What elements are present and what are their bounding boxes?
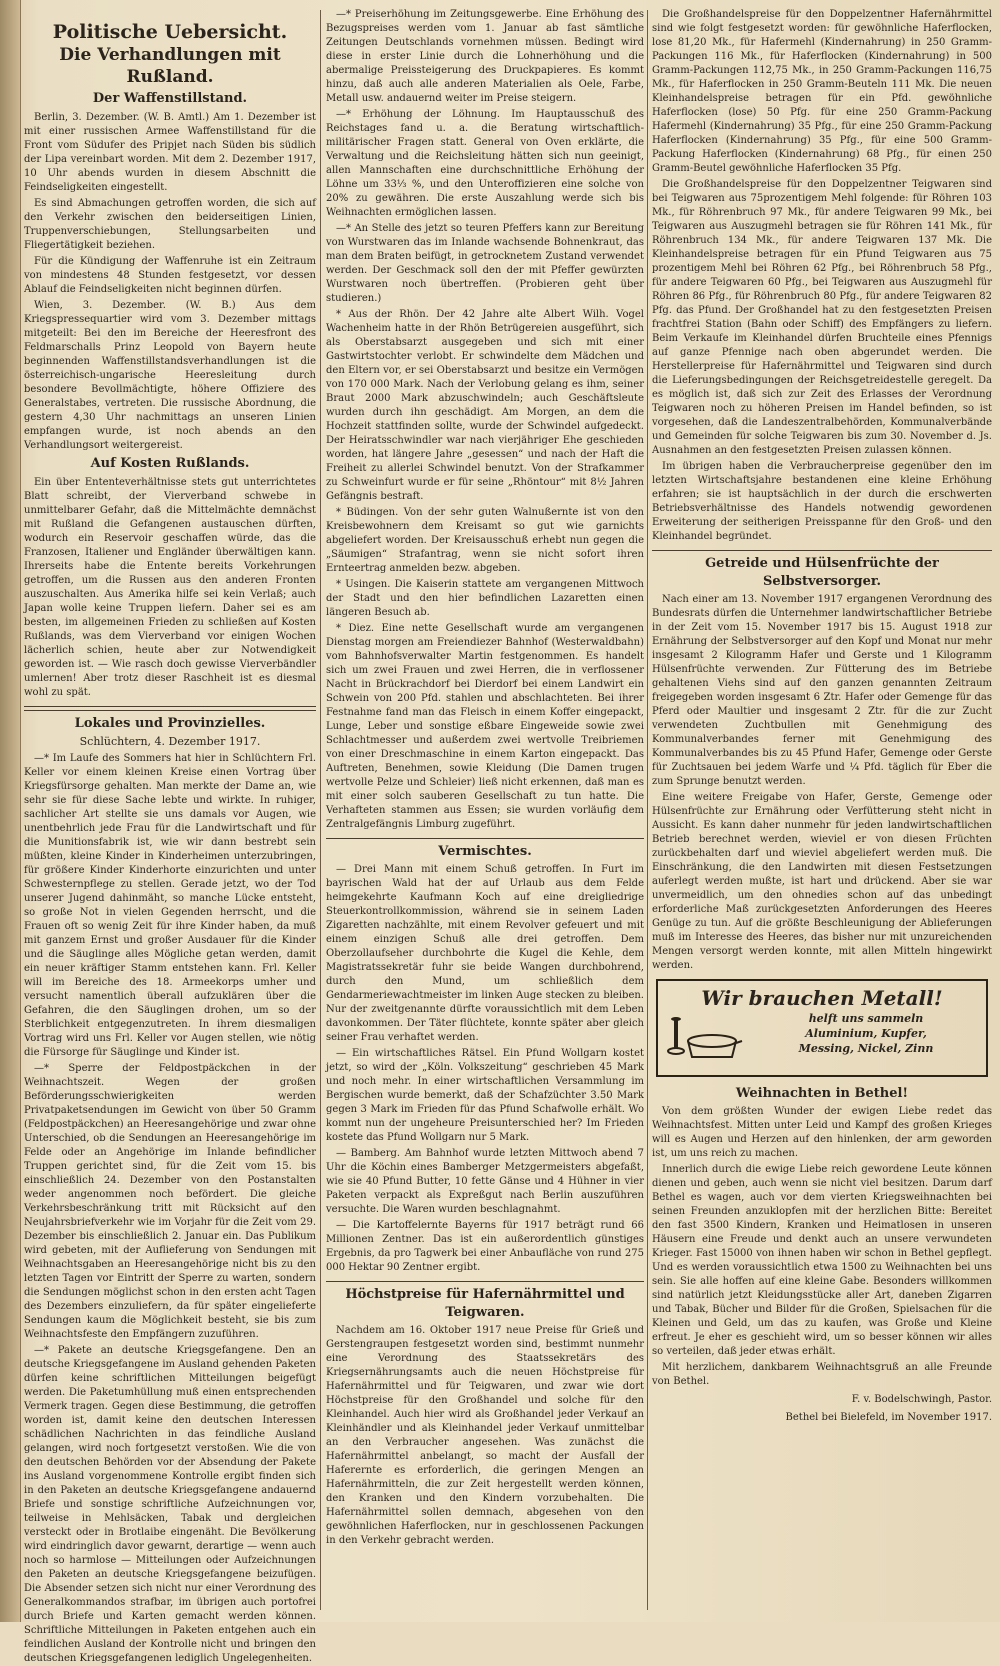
section-divider bbox=[24, 706, 316, 711]
headline-max-prices: Höchstpreise für Hafernährmittel und Teigwaren. bbox=[345, 1287, 625, 1320]
article-paragraph: Ein über Ententeverhältnisse stets gut unterrichtetes Blatt schreibt, der Vierverband schwebe in unmittelbarer Gefahr, daß die Mittelmächte demnächst mit Rußland die Gefangenen austauschen dürften, wodurch ein Reservoir geschaffen würde, das die Franzosen, Italiener und Engländer überwältigen kann. Ihrerseits habe die Entente bereits Vorkehrungen getroffen, um die Russen aus den anderen Fronten auszuschalten. Aus Amerika hilfe sei kein Verlaß; auch Japan wolle keine Truppen liefern. Daher sei es am besten, im allgemeinen Frieden zu schließen auf Kosten Rußlands, was dem Vierverband vor einigen Wochen lächerlich schien, heute aber zur Notwendigkeit geworden ist. — Wie rasch doch gewisse Vierverbändler umlernen! Aber trotz dieser Raschheit ist es diesmal wohl zu spät. bbox=[24, 477, 316, 698]
column-left bbox=[24, 8, 316, 1664]
article-paragraph: — Ein wirtschaftliches Rätsel. Ein Pfund Wollgarn kostet jetzt, so wird der „Köln. Volkszeitung“ geschrieben 45 Mark und noch mehr. In einer wirtschaftlichen Versammlung im Bergischen wurde bemerkt, daß der Schafzüchter 3.50 Mark gegen 3 Mark im Frieden für das Pfund Schafwolle erhält. Wo kommt nun der ungeheure Preisunterschied her? Im Frieden kostete das Pfund Wollgarn nur 5 Mark. bbox=[326, 1048, 644, 1143]
article-paragraph: * Büdingen. Von der sehr guten Walnußernte ist von den Kreisbewohnern dem Kreisamt so gut wie garnichts abgeliefert worden. Der Kreisausschuß erhebt nun gegen die „Säumigen“ Strafantrag, wenn sie nicht sofort ihren Ernteertrag anmelden bezw. abgeben. bbox=[326, 507, 644, 574]
article-paragraph: Eine weitere Freigabe von Hafer, Gerste, Gemenge oder Hülsenfrüchte zur Ernährung oder Verfütterung steht nicht in Aussicht. Es kann daher nunmehr für jeden landwirtschaftlichen Betrieb berechnet werden, wieviel er von diesen Früchten zurückbehalten darf und wieviel abgeliefert werden muß. Die Einschränkung, die den Landwirten mit diesen Festsetzungen auferlegt werden mußte, ist hart und drückend. Aber sie war unvermeidlich, um den ohnedies schon auf das unbedingt erforderliche Maß zurückgesetzten Anforderungen des Heeres Genüge zu tun. Auf die größte Beschleunigung der Ablieferungen muß im Interesse des Heeres, das bisher nur mit unzureichenden Mengen versorgt werden konnte, mit allen Mitteln hingewirkt werden. bbox=[652, 792, 992, 971]
article-paragraph: * Aus der Rhön. Der 42 Jahre alte Albert Wilh. Vogel Wachenheim hatte in der Rhön Betrügereien ausgeführt, sich als Oberstabsarzt ausgegeben und sich mit einer Gastwirtstochter verlobt. Er schwindelte dem Mädchen und den Eltern vor, er sei Oberstabsarzt und besitze ein Vermögen von 170 000 Mark. Nach der Verlobung gelang es ihm, seiner Braut 2000 Mark abzuschwindeln; auch Geschäftsleute wurden durch ihn geschädigt. Am Morgen, an dem die Hochzeit stattfinden sollte, wurde der Schwindel aufgedeckt. Der Heiratsschwindler war nach vierjähriger Ehe geschieden worden, hat längere Jahre „gesessen“ und nach der Haft die Freiheit zu allerlei Schwindel benutzt. Von der Strafkammer zu Schweinfurt wurde er für seine „Rhöntour“ mit 8½ Jahren Gefängnis bestraft. bbox=[326, 309, 644, 502]
pot-and-candlestick-icon bbox=[666, 1011, 742, 1063]
article-paragraph: —* Im Laufe des Sommers hat hier in Schlüchtern Frl. Keller vor einem kleinen Kreise einen Vortrag über Kriegsfürsorge gehalten. Man merkte der Dame an, wie sehr sie für diese Sache lebte und wirkte. In ruhiger, sachlicher Art stellte sie uns damals vor Augen, wie unentbehrlich jede Frau für die Landwirtschaft und für die Munitionsfabrik ist, wie wir dann bestrebt sein müßten, kleine Kinder in Kinderheimen unterzubringen, für größere Kinder Kinderhorte einzurichten und unter Schwesternpflege zu stellen. Gerade jetzt, wo der Tod unserer Jugend dahinmäht, so manche Lücke entsteht, so große Not in vielen Gegenden herrscht, und die Frauen oft so wenig Zeit für ihre Kinder haben, da muß mit ganzem Ernst und großer Ausdauer für die Kinder und die Säuglinge alles Mögliche getan werden, damit ein neuer kräftiger Stamm entstehen kann. Frl. Keller will im Bereiche des 18. Armeekorps umher und versucht namentlich überall aufzuklären über die Gefahren, die den Säuglingen drohen, um so der Sterblichkeit entgegenzutreten. In ihrem diesmaligen Vortrag wird uns Frl. Keller vor Augen stellen, wie nötig die Fürsorge für Säuglinge und Kinder ist. bbox=[24, 753, 316, 1058]
ad-metals-line: Messing, Nickel, Zinn bbox=[798, 1042, 934, 1055]
article-paragraph: Es sind Abmachungen getroffen worden, die sich auf den Verkehr zwischen den beiderseitigen Linien, Truppenverschiebungen, Stellungsarbeiten und Fliegertätigkeit beziehen. bbox=[24, 198, 316, 251]
article-paragraph: Von dem größten Wunder der ewigen Liebe redet das Weihnachtsfest. Mitten unter Leid und Kampf des großen Krieges will es Augen und Herzen auf den hinlenken, der arm geworden ist, um uns reich zu machen. bbox=[652, 1106, 992, 1159]
ad-metals-line: Aluminium, Kupfer, bbox=[805, 1027, 927, 1040]
section-title-misc: Vermischtes. bbox=[438, 844, 532, 859]
section-divider bbox=[326, 838, 644, 839]
article-paragraph: Mit herzlichem, dankbarem Weihnachtsgruß an alle Freunde von Bethel. bbox=[652, 1362, 992, 1387]
headline-russia: Die Verhandlungen mit Rußland. bbox=[59, 45, 281, 87]
article-paragraph: Nach einer am 13. November 1917 ergangenen Verordnung des Bundesrats dürfen die Unternehmer landwirtschaftlicher Betriebe in der Zeit vom 15. November 1917 bis 15. August 1918 zur Ernährung der Selbstversorger auf den Kopf und Monat nur mehr insgesamt 2 Kilogramm Hafer und Gerste und 1 Kilogramm Hülsenfrüchte verwenden. Zur Fütterung des im Betriebe gehaltenen Viehs sind auf den ganzen genannten Zeitraum freigegeben worden insgesamt 6 Ztr. Hafer oder Gemenge für das Pferd oder Maultier und insgesamt 2 Ztr. für die zur Zucht verwendeten Zuchtbullen mit Genehmigung des Kommunalverbandes ferner mit Genehmigung des Kommunalverbandes bis zu 45 Pfund Hafer, Gemenge oder Gerste für Zuchtsauen bei jedem Warfe und ¼ Pfd. täglich für Eber die zum Sprunge benutzt werden. bbox=[652, 594, 992, 787]
ad-title: Wir brauchen Metall! bbox=[701, 986, 943, 1010]
article-paragraph: — Bamberg. Am Bahnhof wurde letzten Mittwoch abend 7 Uhr die Köchin eines Bamberger Metzgermeisters abgefaßt, wie sie 40 Pfund Butter, 10 fette Gänse und 4 Hühner in vier Paketen verpackt als Expreßgut nach Berlin auszuführen versuchte. Die Waren wurden beschlagnahmt. bbox=[326, 1148, 644, 1215]
article-paragraph: Innerlich durch die ewige Liebe reich gewordene Leute können dienen und geben, auch wenn sie nicht viel besitzen. Darum darf Bethel es wagen, auch vor dem vierten Kriegsweihnachten bei seinen Freunden anzuklopfen mit der herzlichen Bitte: Bereitet den fast 3500 Kindern, Kranken und Heimatlosen in unseren Häusern eine Freude und denkt auch an unsere verwundeten Krieger. Fast 15000 von ihnen haben wir schon in Bethel gepflegt. Und es werden voraussichtlich etwa 1500 zu Weihnachten bei uns sein. Sie alle hoffen auf eine kleine Gabe. Besonders willkommen sind natürlich jetzt Kleidungsstücke aller Art, daneben Zigarren und Tabak, Bücher und Bilder für die Großen, Spielsachen für die Kleinen und Geld, um das zu kaufen, was Große und Kleine erfreut. Je eher es geschieht wird, um so besser können wir alles so verteilen, daß jeder etwas erhält. bbox=[652, 1164, 992, 1357]
article-paragraph: —* Pakete an deutsche Kriegsgefangene. Den an deutsche Kriegsgefangene im Ausland gehenden Paketen dürfen keine schriftlichen Mitteilungen beigefügt werden. Die Paketumhüllung muß einen entsprechenden Vermerk tragen. Gegen diese Bestimmung, die getroffen worden ist, damit keine den deutschen Interessen schädlichen Nachrichten in das feindliche Ausland gelangen, wird noch fortgesetzt verstoßen. Wie die von den deutschen Behörden vor der Absendung der Pakete ins Ausland vorgenommene Kontrolle ergibt finden sich in den Paketen an deutsche Kriegsgefangene andauernd Briefe und sonstige schriftliche Aufzeichnungen vor, teilweise in Mehlsäcken, Tabak und dergleichen versteckt oder in Brotlaibe eingenäht. Die Bevölkerung wird eindringlich davor gewarnt, derartige — wenn auch noch so harmlose — Mitteilungen oder Aufzeichnungen den Paketen an deutsche Kriegsgefangene beizufügen. Die Absender setzen sich nicht nur einer Verordnung des Generalkommandos strafbar, im übrigen auch portofrei durch Briefe und Karten gemacht werden können. Schriftliche Mitteilungen in Paketen entgehen auch ein feindlichen Ausland der Kontrolle nicht und bringen den deutschen Kriegsgefangenen lediglich Ungelegenheiten. bbox=[24, 1345, 316, 1664]
section-divider bbox=[326, 1281, 644, 1282]
dateline: Schlüchtern, 4. Dezember 1917. bbox=[79, 735, 261, 748]
headline-christmas-bethel: Weihnachten in Bethel! bbox=[735, 1086, 909, 1101]
article-paragraph: Wien, 3. Dezember. (W. B.) Aus dem Kriegspressequartier wird vom 3. Dezember mittags mitgeteilt: Bei den im Bereiche der Heeresfront des Feldmarschalls Prinz Leopold von Bayern heute beginnenden Waffenstillstandsverhandlungen ist die österreichisch-ungarische Heeresleitung durch besondere Bevollmächtigte, höhere Offiziere des Generalstabes, vertreten. Die russische Abordnung, die gestern 4,30 Uhr nachmittags an unseren Linien empfangen wurde, ist noch abends an den Verhandlungsort weitergereist. bbox=[24, 300, 316, 451]
section-divider bbox=[652, 550, 992, 551]
ad-slogan: helft uns sammeln bbox=[808, 1012, 924, 1025]
subheading-armistice: Der Waffenstillstand. bbox=[92, 91, 248, 106]
article-paragraph: Die Großhandelspreise für den Doppelzentner Hafernährmittel sind wie folgt festgesetzt worden: für gewöhnliche Haferflocken, lose 81,20 Mk., für Hafermehl (Kindernahrung) in 250 Gramm-Packungen 116 Mk., für Haferflocken (Kindernahrung) in 500 Gramm-Packungen 112,75 Mk., in 250 Gramm-Packungen 116,75 Mk., für Haferflocken in 250 Gramm-Beuteln 111 Mk. Die neuen Kleinhandelspreise betragen für ein Pfd. gewöhnliche Haferflocken (lose) 50 Pfg. für eine 250 Gramm-Packung Hafermehl (Kindernahrung) 35 Pfg., für eine 250 Gramm-Packung Haferflocken (Kindernahrung) 35 Pfg., für eine 500 Gramm-Packung Haferflocken (Kindernahrung) 68 Pfg., für einen 250 Gramm-Beutel gewöhnliche Haferflocken 35 Pfg. bbox=[652, 9, 992, 174]
column-rule bbox=[647, 10, 648, 1610]
article-paragraph: — Die Kartoffelernte Bayerns für 1917 beträgt rund 66 Millionen Zentner. Das ist ein außerordentlich günstiges Ergebnis, da pro Tagwerk bei einer Anbaufläche von rund 275 000 Hektar 90 Zentner ergibt. bbox=[326, 1220, 644, 1273]
column-rule bbox=[320, 10, 321, 1610]
article-paragraph: — Drei Mann mit einem Schuß getroffen. In Furt im bayrischen Wald hat der auf Urlaub aus dem Felde heimgekehrte Kaufmann Koch auf eine dreigliedrige Steuerkontrollkommission, während sie in seinem Laden Zigaretten nachzählte, mit einem Revolver gefeuert und mit einem einzigen Schuß alle drei getroffen. Dem Oberzollaufseher durchbohrte die Kugel die Kehle, dem Magistratssekretär fuhr sie beide Wangen durchbohrend, durch den Mund, um schließlich dem Gendarmeriewachtmeister im linken Auge stecken zu bleiben. Nur der zweitgenannte dürfte voraussichtlich mit dem Leben davonkommen. Der Täter flüchtete, konnte später aber gleich seiner Frau verhaftet werden. bbox=[326, 864, 644, 1043]
article-paragraph: Im übrigen haben die Verbraucherpreise gegenüber den im letzten Wirtschaftsjahre bestandenen eine kleine Erhöhung erfahren; sie ist hauptsächlich in der durch die erschwerten Betriebsverhältnisse des Handels notwendig gewordenen Erweiterung der seitherigen Preisspanne für den Groß- und den Kleinhandel begründet. bbox=[652, 461, 992, 542]
headline-self-suppliers: Getreide und Hülsenfrüchte der Selbstversorger. bbox=[705, 556, 939, 589]
article-paragraph: —* Preiserhöhung im Zeitungsgewerbe. Eine Erhöhung des Bezugspreises werden vom 1. Januar ab fast sämtliche Zeitungen Deutschlands vornehmen müssen. Bedingt wird diese in erster Linie durch die Lohnerhöhung und die abermalige Preissteigerung des Druckpapieres. Es kommt hinzu, daß auch alle anderen Materialien als Oele, Farbe, Metall usw. andauernd weiter im Preise steigern. bbox=[326, 9, 644, 104]
article-paragraph: Berlin, 3. Dezember. (W. B. Amtl.) Am 1. Dezember ist mit einer russischen Armee Waffenstillstand für die Front vom Südufer des Pripjet nach Süden bis südlich der Lipa vereinbart worden. Mit dem 2. Dezember 1917, 10 Uhr abends wurden in diesem Abschnitt die Feindseligkeiten eingestellt. bbox=[24, 112, 316, 193]
article-paragraph: —* An Stelle des jetzt so teuren Pfeffers kann zur Bereitung von Wurstwaren das im Inlande wachsende Bohnenkraut, das man dem Braten beifügt, in getrocknetem Zustand verwendet werden. Der Geschmack soll den der mit Pfeffer gewürzten Wurstwaren noch übertreffen. (Probieren geht über studieren.) bbox=[326, 223, 644, 304]
article-paragraph: Für die Kündigung der Waffenruhe ist ein Zeitraum von mindestens 48 Stunden festgesetzt, vor dessen Ablauf die Feindseligkeiten nicht beginnen dürfen. bbox=[24, 256, 316, 295]
subheading-russia-costs: Auf Kosten Rußlands. bbox=[90, 456, 250, 471]
section-title-politics: Politische Uebersicht. bbox=[52, 21, 288, 43]
signature-place: Bethel bei Bielefeld, im November 1917. bbox=[785, 1412, 992, 1423]
article-paragraph: Nachdem am 16. Oktober 1917 neue Preise für Grieß und Gerstengraupen festgesetzt worden sind, bestimmt nunmehr eine Verordnung des Staatssekretärs des Kriegsernährungsamts auch die neuen Höchstpreise für Hafernährmittel und für Teigwaren, und zwar wie dort Höchstpreise für den Großhandel und solche für den Kleinhandel. Auch hier wird als Großhandel jeder Verkauf an Kleinhändler und als Kleinhandel jeder Verkauf unmittelbar an den Verbraucher angesehen. Was zunächst die Hafernährmittel anbelangt, so macht der Ausfall der Haferernte es erforderlich, die geringen Mengen an Hafernährmitteln, die zur Zeit hergestellt werden können, den Kranken und den Kindern vorzubehalten. Die Hafernährmittel sollen demnach, abgesehen von den gewöhnlichen Haferflocken, nur in geschlossenen Packungen in den Verkehr gebracht werden. bbox=[326, 1325, 644, 1546]
binding-edge bbox=[0, 0, 21, 1622]
article-paragraph: * Usingen. Die Kaiserin stattete am vergangenen Mittwoch der Stadt und den hier befindlichen Lazaretten einen längeren Besuch ab. bbox=[326, 579, 644, 618]
article-paragraph: Die Großhandelspreise für den Doppelzentner Teigwaren sind bei Teigwaren aus 75prozentigem Mehl folgende: für Röhren 103 Mk., für Röhrenbruch 97 Mk., für andere Teigwaren 99 Mk., bei Teigwaren aus Auszugmehl betragen sie für Röhren 141 Mk., für Röhrenbruch 134 Mk., für andere Teigwaren 137 Mk. Die Kleinhandelspreise betragen für ein Pfund Teigwaren aus 75 prozentigem Mehl bei Röhren 62 Pfg., bei Röhrenbruch 58 Pfg., für andere Teigwaren 60 Pfg., bei Teigwaren aus Auszugmehl für Röhren 86 Pfg., für Röhrenbruch 80 Pfg., für andere Teigwaren 82 Pfg. das Pfund. Der Großhandel hat zu den festgesetzten Preisen frachtfrei Station (Bahn oder Schiff) des Empfängers zu liefern. Beim Verkaufe im Kleinhandel dürfen Bruchteile eines Pfennigs auf ganze Pfennige nach oben abgerundet werden. Die Herstellerpreise für Hafernährmittel und Teigwaren sind durch die Lieferungsbedingungen der Reichsgetreidestelle geregelt. Da es möglich ist, daß sich zur Zeit des Erlasses der Verordnung Teigwaren noch zu höheren Preisen im Handel befinden, so ist vorgesehen, daß die Landeszentralbehörden, Kommunalverbände und Gemeinden für solche Teigwaren bis zum 30. November d. Js. Ausnahmen an den festgesetzten Preisen zulassen können. bbox=[652, 179, 992, 456]
metal-collection-ad bbox=[656, 979, 988, 1077]
column-middle bbox=[326, 8, 644, 1614]
article-paragraph: —* Sperre der Feldpostpäckchen in der Weihnachtszeit. Wegen der großen Beförderungsschwierigkeiten werden Privatpaketsendungen im Gewicht von über 50 Gramm (Feldpostpäckchen) an Heeresangehörige und zwar ohne Unterschied, ob die Sendungen an Heeresangehörige im Felde oder an Angehörige im Inlande befindlicher Truppen gerichtet sind, für die Zeit vom 15. bis einschließlich 24. Dezember von den Postanstalten weder angenommen noch befördert. Die gleiche Verkehrsbeschränkung tritt mit Rücksicht auf den Neujahrsbriefverkehr wie im Vorjahr für die Zeit vom 29. Dezember bis einschließlich 2. Januar ein. Das Publikum wird gebeten, mit der Auflieferung von Sendungen mit Weihnachtsgaben an Heeresangehörige nicht bis zu den letzten Tagen vor Eintritt der Sperre zu warten, sondern die Sendungen möglichst schon in den ersten acht Tagen des Dezembers einzuliefern, da für später eingelieferte Sendungen kaum die Möglichkeit besteht, sie bis zum Weihnachtsfeste den Empfängern zuzuführen. bbox=[24, 1063, 316, 1340]
column-right bbox=[652, 8, 992, 1614]
article-paragraph: * Diez. Eine nette Gesellschaft wurde am vergangenen Dienstag morgen am Freiendiezer Bahnhof (Westerwaldbahn) vom Bahnhofsverwalter Martin festgenommen. Es handelt sich um zwei Frauen und zwei Herren, die in verflossener Nacht in Brückrachdorf bei Dierdorf bei einem Landwirt ein Schwein von 200 Pfd. stahlen und abschlachteten. Bei ihrer Festnahme fand man das Fleisch in einem Koffer eingepackt, Lunge, Leber und sonstige eßbare Eingeweide sowie zwei Schlachtmesser und außerdem zwei wertvolle Treibriemen von einer Dreschmaschine in einem Karton eingepackt. Das Auftreten, Benehmen, sowie Kleidung (Die Damen trugen wertvolle Pelze und Schleier) ließ nicht erkennen, daß man es mit einer solch sauberen Gesellschaft zu tun hatte. Die Verhafteten stammen aus Essen; sie wurden vorläufig dem Zentralgefängnis Limburg zugeführt. bbox=[326, 623, 644, 830]
article-paragraph: —* Erhöhung der Löhnung. Im Hauptausschuß des Reichstages fand u. a. die Beratung wirtschaftlich-militärischer Fragen statt. General von Oven erklärte, die Verwaltung und die Reichsleitung hätten sich nun geeinigt, allen Mannschaften eine durchschnittliche Erhöhung der Löhne um 33⅓ %, und den Unteroffizieren eine solche von 20% zu gewähren. Die erste Auszahlung werde sich bis Weihnachten ermöglichen lassen. bbox=[326, 109, 644, 218]
signature-name: F. v. Bodelschwingh, Pastor. bbox=[851, 1394, 992, 1405]
section-title-local: Lokales und Provinzielles. bbox=[74, 716, 266, 731]
